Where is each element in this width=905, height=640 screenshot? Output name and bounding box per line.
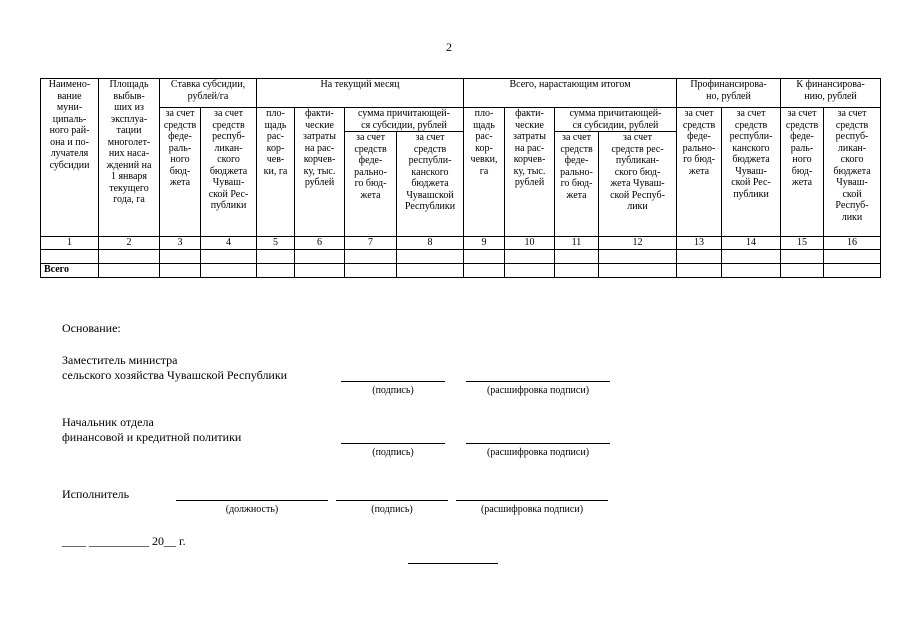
subsidy-table bbox=[40, 78, 881, 278]
empty-cell bbox=[722, 264, 781, 278]
executor-signature-line bbox=[336, 500, 448, 501]
empty-cell bbox=[201, 264, 257, 278]
header-financed: Профинансирова- но, рублей bbox=[677, 79, 781, 108]
column-number: 4 bbox=[201, 237, 257, 250]
column-number: 6 bbox=[295, 237, 345, 250]
head-of-department-dept: финансовой и кредитной политики bbox=[62, 430, 242, 444]
empty-cell bbox=[397, 250, 464, 264]
header-month-costs: факти- ческие затраты на рас- корчев- ку, тыс. рублей bbox=[295, 108, 345, 237]
column-number: 3 bbox=[160, 237, 201, 250]
executor-position-caption: (должность) bbox=[225, 504, 279, 515]
empty-cell bbox=[257, 250, 295, 264]
header-to-finance-republic: за счет средств респуб- ликан- ского бюджета Чуваш- ской Респуб- лики bbox=[824, 108, 881, 237]
header-month-due-sum: сумма причитающей- ся субсидии, рублей bbox=[345, 108, 464, 132]
empty-cell bbox=[722, 250, 781, 264]
executor-label: Исполнитель bbox=[62, 487, 130, 501]
empty-cell bbox=[41, 250, 99, 264]
header-financed-federal: за счет средств феде- рально- го бюд- жета bbox=[677, 108, 722, 237]
empty-cell bbox=[464, 250, 505, 264]
empty-cell bbox=[464, 264, 505, 278]
deputy-signature-caption: (подпись) bbox=[372, 385, 414, 396]
column-number: 1 bbox=[41, 237, 99, 250]
header-current-month: На текущий месяц bbox=[257, 79, 464, 108]
header-total-due-sum: сумма причитающей- ся субсидии, рублей bbox=[555, 108, 677, 132]
column-number: 10 bbox=[505, 237, 555, 250]
header-financed-republic: за счет средств республи- канского бюджета Чуваш- ской Рес- публики bbox=[722, 108, 781, 237]
empty-cell bbox=[555, 250, 599, 264]
empty-cell bbox=[781, 264, 824, 278]
empty-cell bbox=[505, 264, 555, 278]
deputy-minister-dept: сельского хозяйства Чувашской Республики bbox=[62, 368, 288, 382]
column-number: 8 bbox=[397, 237, 464, 250]
head-decoding-caption: (расшифровка подписи) bbox=[486, 447, 590, 458]
deputy-decoding-line bbox=[466, 381, 610, 382]
header-row-1 bbox=[41, 79, 881, 108]
table-row bbox=[41, 250, 881, 264]
empty-cell bbox=[295, 264, 345, 278]
header-month-area: пло- щадь рас- кор- чев- ки, га bbox=[257, 108, 295, 237]
empty-cell bbox=[295, 250, 345, 264]
empty-cell bbox=[677, 250, 722, 264]
header-total-due-federal: за счет средств феде- рально- го бюд- жета bbox=[555, 132, 599, 237]
head-signature-caption: (подпись) bbox=[372, 447, 414, 458]
header-total-area: пло- щадь рас- кор- чевки, га bbox=[464, 108, 505, 237]
empty-cell bbox=[599, 250, 677, 264]
executor-signature-caption: (подпись) bbox=[371, 504, 413, 515]
column-number: 9 bbox=[464, 237, 505, 250]
empty-cell bbox=[201, 250, 257, 264]
bottom-line bbox=[408, 563, 498, 564]
empty-cell bbox=[397, 264, 464, 278]
header-municipality: Наимено- вание муни- ципаль- ного рай- она и по- лучателя субсидии bbox=[41, 79, 99, 237]
empty-cell bbox=[824, 264, 881, 278]
empty-cell bbox=[824, 250, 881, 264]
header-cumulative-total: Всего, нарастающим итогом bbox=[464, 79, 677, 108]
date-line: ____ __________ 20__ г. bbox=[62, 534, 186, 548]
column-number: 5 bbox=[257, 237, 295, 250]
header-month-due-federal: за счет средств феде- рально- го бюд- жета bbox=[345, 132, 397, 237]
column-number: 15 bbox=[781, 237, 824, 250]
total-row bbox=[41, 264, 881, 278]
empty-cell bbox=[345, 250, 397, 264]
deputy-signature-line bbox=[341, 381, 445, 382]
empty-cell bbox=[99, 250, 160, 264]
head-decoding-line bbox=[466, 443, 610, 444]
empty-cell bbox=[781, 250, 824, 264]
total-label: Всего bbox=[41, 264, 99, 278]
empty-cell bbox=[99, 264, 160, 278]
head-signature-line bbox=[341, 443, 445, 444]
empty-cell bbox=[677, 264, 722, 278]
column-number: 16 bbox=[824, 237, 881, 250]
header-subsidy-rate: Ставка субсидии, рублей/га bbox=[160, 79, 257, 108]
empty-cell bbox=[257, 264, 295, 278]
column-number: 12 bbox=[599, 237, 677, 250]
column-number: 13 bbox=[677, 237, 722, 250]
executor-position-line bbox=[176, 500, 328, 501]
column-number: 7 bbox=[345, 237, 397, 250]
executor-decoding-line bbox=[456, 500, 608, 501]
header-total-costs: факти- ческие затраты на рас- корчев- ку, тыс. рублей bbox=[505, 108, 555, 237]
header-retired-area: Площадь выбыв- ших из эксплуа- тации многолет- них наса- ждений на 1 января текущего года, га bbox=[99, 79, 160, 237]
header-rate-federal: за счет средств феде- раль- ного бюд- жета bbox=[160, 108, 201, 237]
column-number: 2 bbox=[99, 237, 160, 250]
deputy-minister-title: Заместитель министра bbox=[62, 353, 178, 367]
header-to-finance-federal: за счет средств феде- раль- ного бюд- жета bbox=[781, 108, 824, 237]
header-row-2 bbox=[41, 108, 881, 132]
header-month-due-republic: за счет средств республи- канского бюджета Чувашской Республики bbox=[397, 132, 464, 237]
empty-cell bbox=[345, 264, 397, 278]
empty-cell bbox=[160, 250, 201, 264]
deputy-decoding-caption: (расшифровка подписи) bbox=[486, 385, 590, 396]
empty-cell bbox=[160, 264, 201, 278]
column-number: 11 bbox=[555, 237, 599, 250]
empty-cell bbox=[599, 264, 677, 278]
page-number: 2 bbox=[446, 40, 452, 54]
executor-decoding-caption: (расшифровка подписи) bbox=[480, 504, 584, 515]
empty-cell bbox=[555, 264, 599, 278]
empty-cell bbox=[505, 250, 555, 264]
column-number: 14 bbox=[722, 237, 781, 250]
header-rate-republic: за счет средств респуб- ликан- ского бюджета Чуваш- ской Рес- публики bbox=[201, 108, 257, 237]
column-numbers-row bbox=[41, 237, 881, 250]
head-of-department-title: Начальник отдела bbox=[62, 415, 154, 429]
header-total-due-republic: за счет средств рес- публикан- ского бюд- жета Чуваш- ской Респуб- лики bbox=[599, 132, 677, 237]
header-to-finance: К финансирова- нию, рублей bbox=[781, 79, 881, 108]
basis-label: Основание: bbox=[62, 321, 121, 335]
